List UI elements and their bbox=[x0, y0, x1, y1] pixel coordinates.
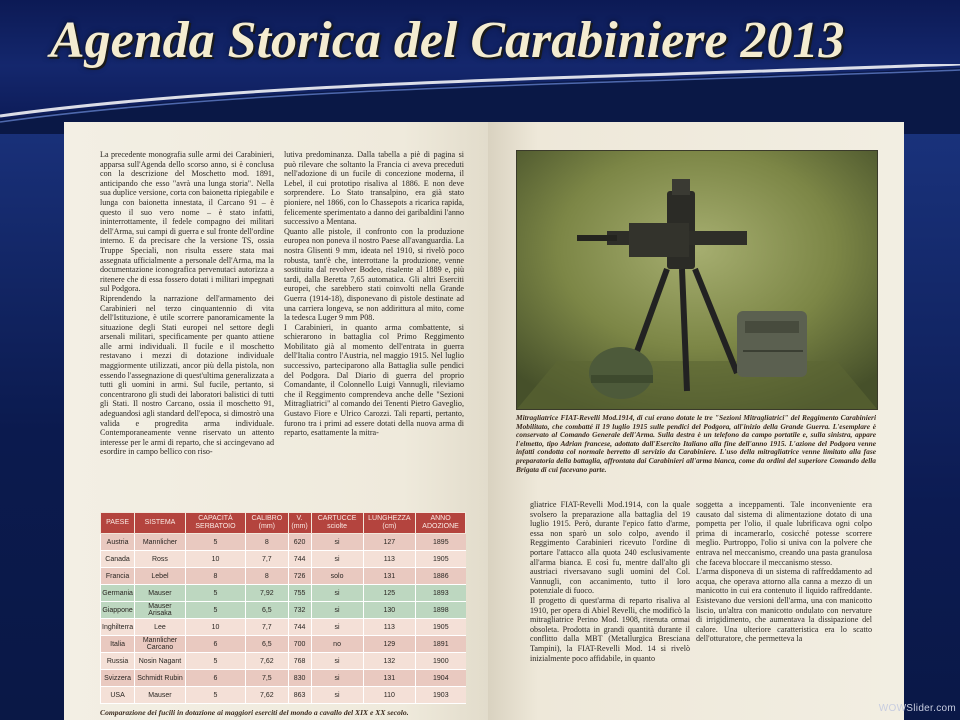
table-cell: 1900 bbox=[416, 653, 466, 670]
table-cell: 8 bbox=[246, 568, 288, 585]
table-row bbox=[101, 687, 466, 704]
column-header: CAPACITÀ SERBATOIO bbox=[185, 513, 245, 534]
table-cell: 127 bbox=[363, 534, 416, 551]
table-cell: Italia bbox=[101, 636, 135, 653]
magazine-spread bbox=[64, 122, 904, 720]
table-cell: 7,5 bbox=[246, 670, 288, 687]
table-row bbox=[101, 653, 466, 670]
table-row bbox=[101, 636, 466, 653]
table-cell: 7,62 bbox=[246, 653, 288, 670]
table-cell: Giappone bbox=[101, 602, 135, 619]
table-cell: 1905 bbox=[416, 619, 466, 636]
table-cell: 6 bbox=[185, 636, 245, 653]
table-cell: 726 bbox=[288, 568, 311, 585]
paragraph: soggetta a inceppamenti. Tale inconveniente era causato dal sistema di alimentazione dotato di una pompetta per l'olio, il quale lubrificava ogni colpo prima di incamerarlo, cosicché potesse scorrere meglio. Purtroppo, l'olio si univa con la polvere che entrava nel meccanismo, creando una pasta granulosa che faceva bloccare il meccanismo stesso. bbox=[696, 500, 872, 567]
photo-illustration bbox=[517, 151, 877, 409]
table-row bbox=[101, 670, 466, 687]
table-cell: si bbox=[311, 602, 363, 619]
table-cell: si bbox=[311, 687, 363, 704]
column-header: ANNO ADOZIONE bbox=[416, 513, 466, 534]
table-header-row bbox=[101, 513, 466, 534]
page-title: Agenda Storica del Carabiniere 2013 bbox=[50, 12, 845, 69]
table-cell: 129 bbox=[363, 636, 416, 653]
rifle-comparison-table bbox=[100, 512, 466, 717]
table-cell: si bbox=[311, 551, 363, 568]
table-body bbox=[101, 534, 466, 704]
table-cell: 130 bbox=[363, 602, 416, 619]
table-cell: si bbox=[311, 585, 363, 602]
table-cell: 620 bbox=[288, 534, 311, 551]
table-cell: 113 bbox=[363, 619, 416, 636]
table-cell: no bbox=[311, 636, 363, 653]
paragraph: Il progetto di quest'arma di reparto risaliva al 1910, per opera di Abiel Revelli, che modificò la mitragliatrice Perino Mod. 1908, ritenuta ormai obsoleta. Prodotta in grandi quantità durante il conflitto dalla MBT (Metallurgica Bresciana Tampini), la FIAT-Revelli Mod. 14 si rivelò inizialmente poco affidabile, in quanto bbox=[530, 595, 690, 663]
table-cell: 132 bbox=[363, 653, 416, 670]
table-row bbox=[101, 568, 466, 585]
table-cell: 6,5 bbox=[246, 636, 288, 653]
table-cell: Russia bbox=[101, 653, 135, 670]
table-cell: 5 bbox=[185, 602, 245, 619]
table-cell: Schmidt Rubin bbox=[135, 670, 186, 687]
table-cell: 1903 bbox=[416, 687, 466, 704]
table-cell: 700 bbox=[288, 636, 311, 653]
table-cell: 7,7 bbox=[246, 619, 288, 636]
table-cell: solo bbox=[311, 568, 363, 585]
table-cell: 7,92 bbox=[246, 585, 288, 602]
table-cell: Lebel bbox=[135, 568, 186, 585]
table-cell: 125 bbox=[363, 585, 416, 602]
table-cell: Austria bbox=[101, 534, 135, 551]
table-row bbox=[101, 602, 466, 619]
table-cell: 732 bbox=[288, 602, 311, 619]
column-header: PAESE bbox=[101, 513, 135, 534]
watermark: WOWSlider.com bbox=[878, 703, 956, 714]
table-cell: 131 bbox=[363, 670, 416, 687]
column-header: LUNGHEZZA (cm) bbox=[363, 513, 416, 534]
table-cell: Lee bbox=[135, 619, 186, 636]
table-cell: 1891 bbox=[416, 636, 466, 653]
table-cell: Mauser bbox=[135, 585, 186, 602]
table-cell: 1904 bbox=[416, 670, 466, 687]
table-cell: 131 bbox=[363, 568, 416, 585]
table-cell: 1895 bbox=[416, 534, 466, 551]
table-cell: Canada bbox=[101, 551, 135, 568]
table-cell: 110 bbox=[363, 687, 416, 704]
paragraph: La precedente monografia sulle armi dei Carabinieri, apparsa sull'Agenda dello scorso anno, si è conclusa con la descrizione del Moschetto mod. 1891, anticipando che esso "avrà una lunga storia". Nella sua duplice versione, corta con baionetta ripiegabile e lunga con baionetta innestata, il Carcano 91 – è questo il suo vero nome – è stato infatti, ininterrottamente, il fedele compagno dei militari dell'Arma, sui campi di guerra e sul fronte dell'ordine interno. E da precisare che la versione TS, ossia Truppe Speciali, non risulta essere stata mai assegnata ufficialmente a personale dell'Arma, ma la documentazione iconografica pervenutaci autorizza a ritenere che di essa fossero dotati i militari impegnati sul Podgora. bbox=[100, 150, 274, 294]
table-cell: 1893 bbox=[416, 585, 466, 602]
table-row bbox=[101, 585, 466, 602]
table-cell: 863 bbox=[288, 687, 311, 704]
table-cell: Germania bbox=[101, 585, 135, 602]
table-cell: 6 bbox=[185, 670, 245, 687]
machine-gun-photo bbox=[516, 150, 878, 410]
table-cell: Mannlicher Carcano bbox=[135, 636, 186, 653]
table-cell: 830 bbox=[288, 670, 311, 687]
paragraph: gliatrice FIAT-Revelli Mod.1914, con la quale svolsero la preparazione alla battaglia del 19 luglio 1915. Però, durante l'epico fatto d'arme, essa non sparò un solo colpo, avendo il Reggimento Carabinieri ricevuto l'ordine di portare l'attacco alla quota 240 esclusivamente all'arma bianca. E così fu, mentre dall'alto gli austriaci riversavano sugli uomini del Col. Vannugli, con accanimento, tutto il loro potenziale di fuoco. bbox=[530, 500, 690, 596]
table-row bbox=[101, 619, 466, 636]
table-cell: Inghilterra bbox=[101, 619, 135, 636]
table bbox=[100, 512, 466, 704]
table-cell: USA bbox=[101, 687, 135, 704]
table-cell: 10 bbox=[185, 619, 245, 636]
table-cell: Mauser bbox=[135, 687, 186, 704]
table-cell: 768 bbox=[288, 653, 311, 670]
column-header: SISTEMA bbox=[135, 513, 186, 534]
table-caption: Comparazione dei fucili in dotazione ai maggiori eserciti del mondo a cavallo del XIX e XX secolo. bbox=[100, 708, 409, 717]
table-cell: 5 bbox=[185, 687, 245, 704]
table-cell: 5 bbox=[185, 653, 245, 670]
table-cell: 1905 bbox=[416, 551, 466, 568]
table-cell: Svizzera bbox=[101, 670, 135, 687]
paragraph: Quanto alle pistole, il confronto con la produzione europea non poneva il nostro Paese all'avanguardia. La nostra Glisenti 9 mm, ideata nel 1910, si rivelò poco robusta, tant'è che, interrottane la produzione, venne sostituita dal revolver Bodeo, risalente al 1889 e, più tardi, dalla Beretta 7,65 automatica. Gli altri Eserciti europei, che sarebbero stati coinvolti nella Grande Guerra (1914-18), disponevano di pistole destinate ad una carriera longeva, se non addirittura al mito, come la tedesca Luger 9 mm P08. bbox=[284, 226, 464, 323]
table-cell: Mauser Arisaka bbox=[135, 602, 186, 619]
paragraph: lutiva predominanza. Dalla tabella a piè di pagina si può rilevare che soltanto la Francia ci aveva preceduti nell'adozione di un fucile di concezione moderna, il Lebel, il cui prototipo risaliva al 1886. E non deve sorprendere. Lo Stato transalpino, era già stato pioniere, nel 1866, con lo Chassepots a ricarica rapida, felicemente sperimentato a danno dei garibaldini l'anno successivo a Mentana. bbox=[284, 150, 464, 227]
table-cell: 7,7 bbox=[246, 551, 288, 568]
text-column-3 bbox=[530, 500, 690, 663]
table-cell: Francia bbox=[101, 568, 135, 585]
table-cell: Nosin Nagant bbox=[135, 653, 186, 670]
paragraph: I Carabinieri, in quanto arma combattente, si schierarono in battaglia col Primo Reggimento Mobilitato già al momento dell'entrata in guerra dell'Italia contro l'Austria, nel maggio 1915. Nel luglio successivo, parteciparono alla Battaglia sulle pendici del Podgora. Dal Diario di guerra del proprio Comandante, il Colonnello Luigi Vannugli, rileviamo che il Reggimento comprendeva anche delle "Sezioni Mitragliatrici" al comando dei Tenenti Pietro Gaveglio, Gustavo Fiore e Ulrico Carozzi. Tali reparti, pertanto, furono tra i primi ad essere dotati della nuova arma di reparto, esattamente la mitra- bbox=[284, 322, 464, 438]
table-cell: si bbox=[311, 534, 363, 551]
table-cell: 755 bbox=[288, 585, 311, 602]
photo-caption: Mitragliatrice FIAT-Revelli Mod.1914, di cui erano dotate le tre "Sezioni Mitragliatrici" del Reggimento Carabinieri Mobilitato, che combatté il 19 luglio 1915 sulle pendici del Podgora, all'inizio della Grande Guerra. L'esemplare è conservato al Comando Generale dell'Arma. Sulla destra è un telefono da campo portatile e, sulla sinistra, appare l'elmetto, tipo Adrian francese, adottato dall'Esercito Italiano alla fine dell'anno 1915. L'azione del Podgora venne infatti condotta col normale berretto di servizio da Carabiniere. L'uso della mitragliatrice venne limitato alla fase preparatoria della battaglia, affrontata dai Carabinieri all'arma bianca, come da ordini del superiore Comando della Brigata di cui facevano parte. bbox=[516, 413, 876, 474]
table-cell: 10 bbox=[185, 551, 245, 568]
table-cell: 1898 bbox=[416, 602, 466, 619]
column-header: V. (mm) bbox=[288, 513, 311, 534]
table-cell: 5 bbox=[185, 585, 245, 602]
table-cell: 744 bbox=[288, 619, 311, 636]
text-column-2 bbox=[284, 150, 464, 438]
text-column-1 bbox=[100, 150, 274, 457]
table-cell: 6,5 bbox=[246, 602, 288, 619]
table-row bbox=[101, 534, 466, 551]
table-cell: si bbox=[311, 619, 363, 636]
table-cell: 113 bbox=[363, 551, 416, 568]
column-header: CALIBRO (mm) bbox=[246, 513, 288, 534]
table-cell: si bbox=[311, 653, 363, 670]
paragraph: Riprendendo la narrazione dell'armamento dei Carabinieri nel terzo cinquantennio di vita dell'Istituzione, è utile scorrere panoramicamente la situazione degli Stati europei nel settore degli arsenali militari, specificamente per quanto attiene alle armi individuali. Il fucile e il moschetto restavano i mezzi di dotazione individuale maggiormente utilizzati, ancor più della pistola, non essendo l'assegnazione di quest'ultima generalizzata a tutti gli uomini in armi. Sul fucile, pertanto, si concentrarono gli studi dei laboratori balistici di tutti gli Stati. Il nostro Carcano, ossia il moschetto 91, adeguandosi agli standard dell'epoca, si dimostrò una valida e progredita arma individuale. Contemporaneamente venne riservato un attento interesse per le armi di reparto, che si accingevano ad esordire in campo bellico con riso- bbox=[100, 293, 274, 457]
table-cell: si bbox=[311, 670, 363, 687]
table-cell: 8 bbox=[246, 534, 288, 551]
table-cell: 8 bbox=[185, 568, 245, 585]
table-cell: Mannlicher bbox=[135, 534, 186, 551]
table-cell: Ross bbox=[135, 551, 186, 568]
table-cell: 1886 bbox=[416, 568, 466, 585]
table-row bbox=[101, 551, 466, 568]
table-cell: 7,62 bbox=[246, 687, 288, 704]
table-cell: 5 bbox=[185, 534, 245, 551]
paragraph: L'arma disponeva di un sistema di raffreddamento ad acqua, che operava attorno alla canna a mezzo di un manicotto in cui era contenuto il liquido raffreddante. Esistevano due versioni dell'arma, una con manicotto liscio, un'altra con manicotto ondulato con nervature di irrigidimento, che aumentava la dissipazione del calore. Una ulteriore caratteristica era lo scatto dell'otturatore, che permetteva la bbox=[696, 567, 872, 644]
text-column-4 bbox=[696, 500, 872, 644]
table-cell: 744 bbox=[288, 551, 311, 568]
column-header: CARTUCCE sciolte bbox=[311, 513, 363, 534]
